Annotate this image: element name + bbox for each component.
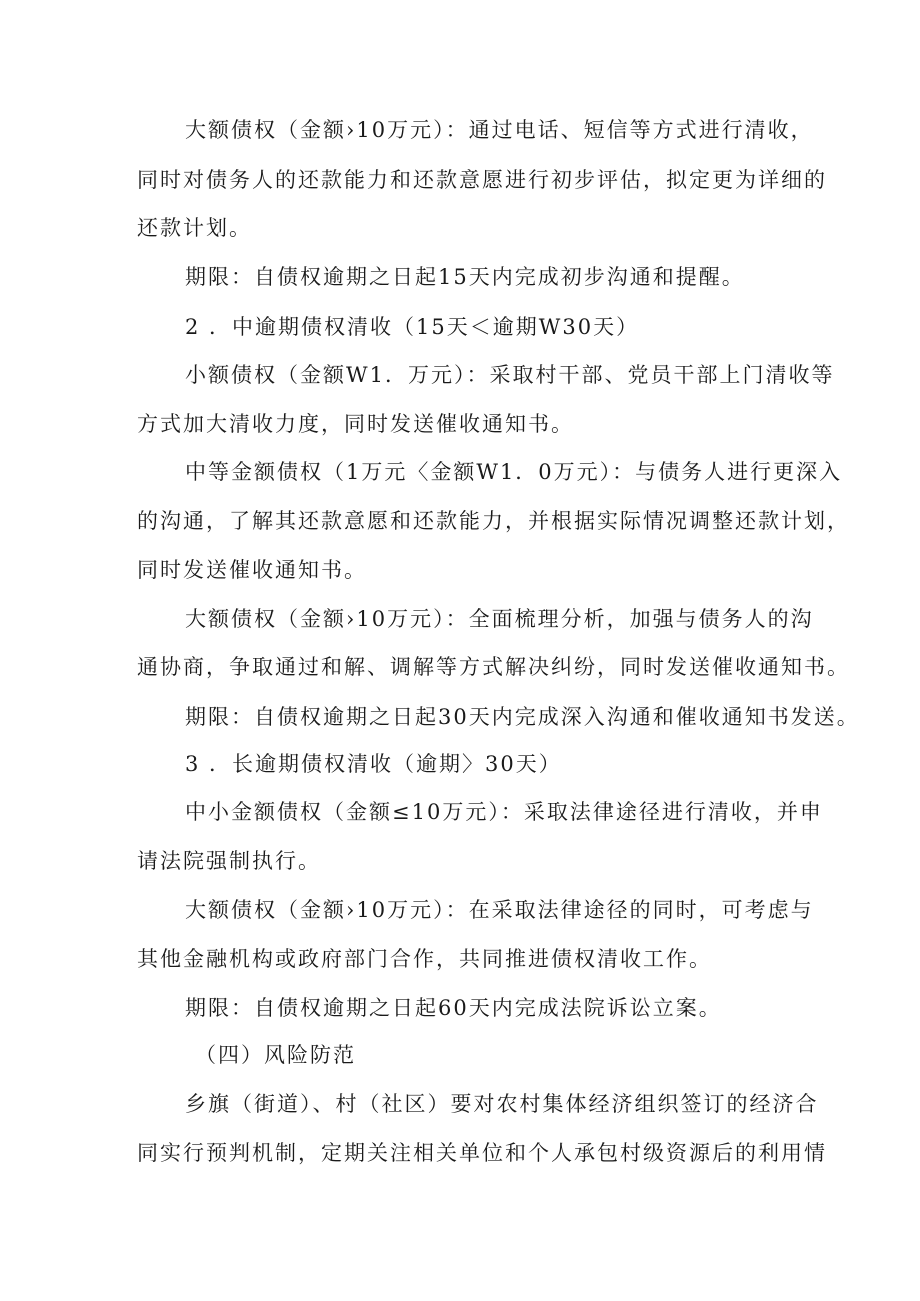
paragraph-line: 期限：自债权逾期之日起30天内完成深入沟通和催收通知书发送。 — [185, 705, 860, 729]
paragraph-line: 同实行预判机制，定期关注相关单位和个人承包村级资源后的利用情 — [137, 1141, 827, 1165]
section-heading: 3 ．长逾期债权清收（逾期〉30天） — [185, 752, 562, 776]
paragraph-line: 其他金融机构或政府部门合作，共同推进债权清收工作。 — [137, 947, 712, 971]
paragraph-line: 大额债权（金额›10万元）：在采取法律途径的同时，可考虑与 — [185, 898, 814, 922]
paragraph-line: 中等金额债权（1万元〈金额W1．0万元）：与债务人进行更深入 — [185, 460, 843, 484]
paragraph-line: 还款计划。 — [137, 216, 252, 240]
paragraph-line: 中小金额债权（金额≤10万元）：采取法律途径进行清收，并申 — [185, 800, 823, 824]
paragraph-line: 同时发送催收通知书。 — [137, 558, 367, 582]
paragraph-line: 通协商，争取通过和解、调解等方式解决纠纷，同时发送催收通知书。 — [137, 655, 850, 679]
paragraph-line: 期限：自债权逾期之日起15天内完成初步沟通和提醒。 — [185, 265, 745, 289]
paragraph-line: 同时对债务人的还款能力和还款意愿进行初步评估，拟定更为详细的 — [137, 168, 827, 192]
paragraph-line: 小额债权（金额W1．万元）：采取村干部、党员干部上门清收等 — [185, 363, 835, 387]
paragraph-line: 请法院强制执行。 — [137, 849, 321, 873]
paragraph-line: 乡旗（街道）、村（社区）要对农村集体经济组织签订的经济合 — [185, 1092, 819, 1116]
paragraph-line: 大额债权（金额›10万元）：全面梳理分析，加强与债务人的沟 — [185, 607, 814, 631]
section-heading: 2 ．中逾期债权清收（15天＜逾期W30天） — [185, 315, 640, 339]
paragraph-line: 期限：自债权逾期之日起60天内完成法院诉讼立案。 — [185, 996, 722, 1020]
section-heading: （四）风险防范 — [195, 1043, 356, 1067]
paragraph-line: 方式加大清收力度，同时发送催收通知书。 — [137, 412, 574, 436]
paragraph-line: 大额债权（金额›10万元）：通过电话、短信等方式进行清收， — [185, 118, 814, 142]
paragraph-line: 的沟通，了解其还款意愿和还款能力，并根据实际情况调整还款计划， — [137, 509, 850, 533]
